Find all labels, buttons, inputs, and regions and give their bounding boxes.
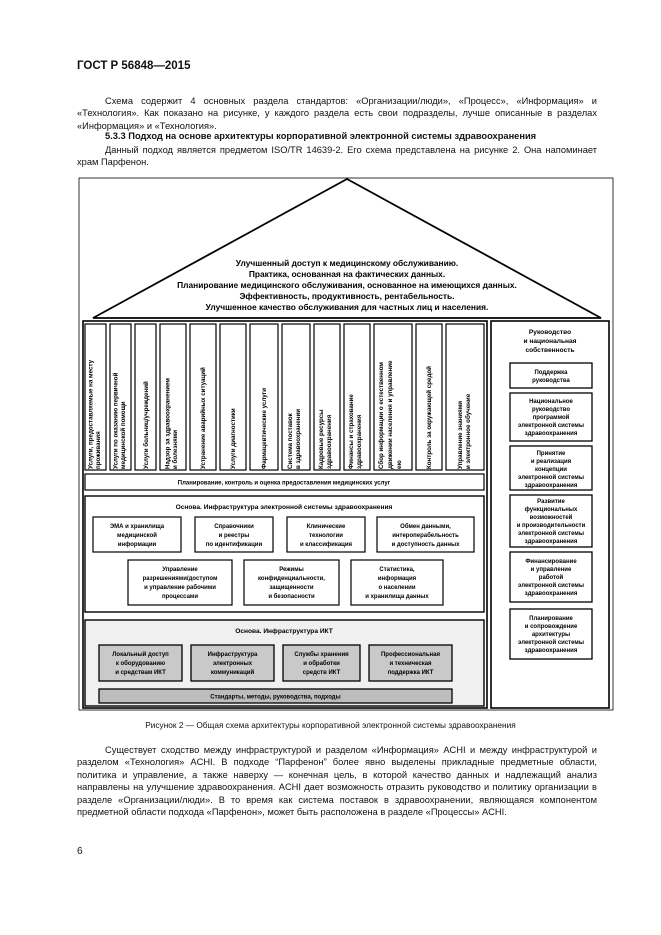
column-13-line-1: Управление знаниями [457,400,464,469]
info-box-7-line-4: и хранилища данных [365,594,429,600]
info-box-7-line-2: информация [377,576,417,582]
info-box-6-line-1: Режимы [279,567,304,573]
info-box-4-line-1: Обмен данными, [400,524,451,530]
gov-box-3-line-5: здравоохранения [524,483,578,489]
column-8-line-1: Система поставок [287,413,294,469]
planning-bar-label: Планирование, контроль и оценка предоставления медицинских услуг [177,480,391,487]
roof-line-4: Эффективность, продуктивность, рентабельность. [239,291,455,301]
section-title: Подход на основе архитектуры корпоративной электронной системы здравоохранения [128,131,537,141]
column-2-line-1: Услуги по оказанию первичной [112,372,120,469]
info-box-5-line-2: разрешениями/доступом [142,576,218,582]
governance-title-line-3: собственность [525,347,575,354]
column-8-line-2: в здравоохранении [295,408,302,469]
column-10-line-2: здравоохранения [356,414,363,469]
ict-box-4-line-3: поддержка ИКТ [387,670,434,676]
column-3-line-1: Услуги больниц/учреждений [143,381,150,469]
gov-box-5-line-5: здравоохранения [524,591,578,597]
info-box-5-line-1: Управление [162,567,198,573]
info-box-1-line-2: медицинской [117,533,157,539]
info-box-6-line-4: и безопасности [268,594,315,600]
gov-box-1-line-2: руководства [532,378,570,384]
info-box-4-line-2: интероперабельность [392,533,459,539]
gov-box-4-line-1: Развитие [537,499,565,505]
info-box-6-line-2: конфиденциальности, [258,576,325,582]
standard-header: ГОСТ Р 56848—2015 [77,60,191,72]
column-4-line-2: и болезнями [172,429,179,469]
ict-box-4-line-1: Профессиональная [380,652,441,658]
section-number: 5.3.3 [105,131,126,141]
ict-box-2-line-2: электронных [212,661,253,667]
gov-box-5-line-2: и управление [530,567,572,573]
gov-box-4-line-4: и производительности [516,523,586,529]
column-11-line-1: Сбор информации о естественном [378,362,385,469]
ict-box-4-line-2: и техническая [389,661,432,667]
column-13-line-2: и электронное обучение [465,393,472,469]
gov-box-3-line-2: и реализация [530,459,572,465]
column-5-line-1: Устранение аварийных ситуаций [200,367,207,469]
ict-box-1-line-1: Локальный доступ [112,652,169,658]
info-box-2-line-3: по идентификации [205,542,263,548]
column-11-line-3: ею [396,460,403,469]
column-4-line-1: Надзор за здравоохранением [164,378,172,469]
column-9-line-2: здравоохранения [326,414,333,469]
gov-box-6-line-5: здравоохранения [524,648,578,654]
info-box-3-line-1: Клинические [306,524,346,530]
ict-box-1-line-3: и средствам ИКТ [115,670,166,676]
ict-box-3-line-2: и обработки [303,661,340,667]
info-box-3-line-2: технологии [309,533,343,539]
info-box-2-line-1: Справочники [214,524,254,530]
gov-box-5-line-1: Финансирование [525,559,577,565]
roof-line-3: Планирование медицинского обслуживания, основанное на имеющихся данных. [177,280,517,290]
ict-box-3-line-3: средств ИКТ [302,670,341,676]
column-10-line-1: Финансы и страхование [348,394,355,469]
column-12-line-1: Контроль за окружающей средой [426,366,433,469]
gov-box-2-line-1: Национальное [529,399,573,405]
info-box-3-line-3: и классификация [299,542,353,548]
column-9-line-1: Кадровые ресурсы [318,409,325,469]
gov-box-6-line-4: электронной системы [518,640,584,646]
intro-paragraph-text: Схема содержит 4 основных раздела стандартов: «Организации/люди», «Процесс», «Информация» и «Технология». Как показано на рисунке, у каждого раздела есть свои подразделы, лучше описанные в разделах «Информация» и «Технология». [77,96,597,131]
gov-box-1-line-1: Поддержка [534,370,568,376]
roof-line-5: Улучшенное качество обслуживания для частных лиц и населения. [205,302,489,312]
section-paragraph-text: Данный подход является предметом ISO/TR 14639-2. Его схема представлена на рисунке 2. Она напоминает храм Парфенон. [77,145,597,168]
ict-box-2-line-1: Инфраструктура [207,652,258,658]
governance-title-line-2: и национальная [523,338,577,345]
info-box-2-line-2: и реестры [218,533,250,539]
column-1-line-1: Услуги, предоставляемые на месту [87,359,95,469]
gov-box-3-line-1: Принятие [536,451,566,457]
governance-title-line-1: Руководство [528,329,572,336]
column-1-line-2: проживания [95,431,102,469]
info-box-4-line-3: и доступность данных [391,542,460,548]
info-box-7-line-3: о населении [378,585,416,591]
column-6-line-1: Услуги диагностики [230,408,237,469]
info-box-1-line-1: ЭМА и хранилища [109,524,165,530]
info-box-7-line-1: Статистика, [379,567,415,573]
gov-box-4-line-3: возможностей [529,515,573,521]
info-infra-title: Основа. Инфраструктура электронной системы здравоохранения [175,504,393,511]
outro-paragraph-text: Существует сходство между инфраструктурой и разделом «Информация» ACHI и между инфраструктурой и разделом «Технология» ACHI. В подходе “Парфенон” более явно выделены прикладные предметные области, политика и управление, а также наверху — конечная цель, в которой качество данных и надлежащий анализ направлены на улучшение здравоохранения. ACHI дает возможность отразить руководство и политику организации в разделе «Организации/люди». В то время как система поставок в здравоохранении, являющаяся компонентом предметной области подхода «Парфенон», может быть расположена в разделе «Процессы» ACHI. [77,745,597,818]
gov-box-3-line-4: электронной системы [518,475,584,481]
gov-box-3-line-3: концепции [535,467,567,473]
gov-box-2-line-3: программой [532,415,570,421]
gov-box-6-line-2: и сопровождение [524,624,578,630]
gov-box-4-line-6: здравоохранения [524,539,578,545]
roof-line-1: Улучшенный доступ к медицинскому обслуживанию. [235,258,459,268]
column-7-line-1: Фармацевтические услуги [261,387,268,469]
gov-box-5-line-4: электронной системы [518,583,584,589]
outro-paragraph [77,744,597,818]
gov-box-2-line-4: электронной системы [518,423,584,429]
ict-box-1-line-2: к оборудованию [115,661,166,667]
standards-bar-label: Стандарты, методы, руководства, подходы [210,694,341,701]
figure-caption: Рисунок 2 — Общая схема архитектуры корпоративной электронной системы здравоохранения [145,720,516,730]
columns-group [85,324,484,470]
roof-line-2: Практика, основанная на фактических данных. [248,269,446,279]
gov-box-2-line-2: руководство [532,407,570,413]
column-11-line-2: движении населения и управление [387,360,394,469]
gov-box-5-line-3: работой [538,575,564,581]
info-box-5-line-3: и управление рабочими [144,585,216,591]
gov-box-2-line-5: здравоохранения [524,431,578,437]
ict-box-2-line-3: коммуникаций [210,670,255,676]
gov-box-4-line-5: электронной системы [518,531,584,537]
page-number: 6 [77,846,83,857]
info-box-6-line-3: защищенности [269,585,314,591]
ict-box-3-line-1: Службы хранения [294,652,349,658]
gov-box-6-line-3: архитектуры [531,632,571,638]
column-2-line-2: медицинской помощи [120,401,127,469]
ict-infra-title: Основа. Инфраструктура ИКТ [235,628,333,635]
gov-box-6-line-1: Планирование [529,616,573,622]
info-box-1-line-3: информации [117,542,157,548]
gov-box-4-line-2: функциональных [524,507,578,513]
info-box-5-line-4: процессами [161,594,199,600]
